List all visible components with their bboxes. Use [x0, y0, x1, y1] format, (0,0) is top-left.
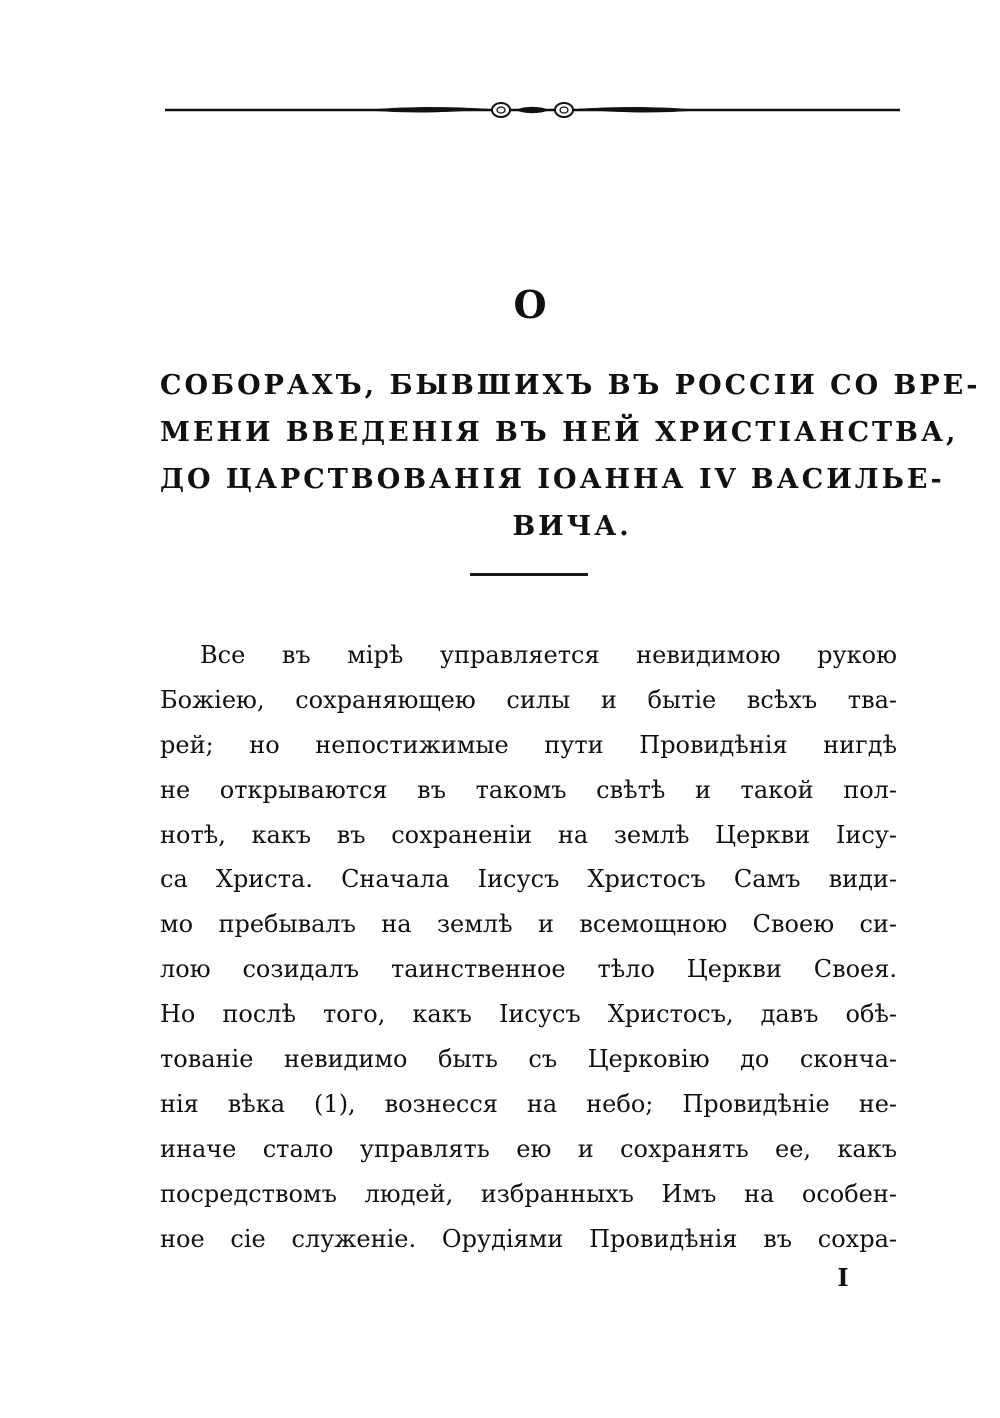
body-line: ное сiе служенiе. Орудiями Провидѣнiя въ сохра-	[160, 1224, 897, 1253]
body-line: са Христа. Сначала Iисусъ Христосъ Самъ види-	[160, 865, 897, 894]
chapter-title	[160, 362, 981, 550]
body-line: нотѣ, какъ въ сохраненiи на землѣ Церкви Iису-	[160, 820, 897, 849]
body-line: Божiею, сохраняющею силы и бытiе всѣхъ тва-	[160, 685, 897, 714]
body-line: Но послѣ того, какъ Iисусъ Христосъ, давъ обѣ-	[160, 1000, 897, 1029]
body-line: иначе стало управлять ею и сохранять ее, какъ	[160, 1134, 897, 1163]
body-line: тованiе невидимо быть съ Церковiю до сконча-	[160, 1045, 897, 1074]
body-line: рей; но непостижимые пути Провидѣнiя нигдѣ	[160, 730, 897, 759]
body-line: нiя вѣка (1), вознесся на небо; Провидѣнiе не-	[160, 1089, 897, 1118]
title-line: ДО ЦАРСТВОВАНIЯ IОАННА IV ВАСИЛЬЕ-	[160, 464, 945, 495]
heading-o: О	[513, 282, 547, 327]
body-line: посредствомъ людей, избранныхъ Имъ на особен-	[160, 1179, 897, 1208]
body-line: Все въ мiрѣ управляется невидимою рукою	[200, 641, 897, 669]
body-line: мо пребывалъ на землѣ и всемощною Своею си-	[160, 910, 897, 939]
title-line: МЕНИ ВВЕДЕНIЯ ВЪ НЕЙ ХРИСТIАНСТВА,	[160, 417, 959, 448]
divider-rule	[470, 573, 588, 576]
body-line: лою созидалъ таинственное тѣло Церкви Своея.	[160, 955, 897, 984]
body-paragraph	[160, 633, 897, 1261]
title-line: ВИЧА.	[512, 511, 632, 542]
body-line: не открываются въ такомъ свѣтѣ и такой пол-	[160, 775, 897, 804]
title-line: СОБОРАХЪ, БЫВШИХЪ ВЪ РОССIИ СО ВРЕ-	[160, 370, 981, 401]
page-number: I	[837, 1263, 849, 1292]
decorative-rule-icon	[165, 92, 900, 128]
